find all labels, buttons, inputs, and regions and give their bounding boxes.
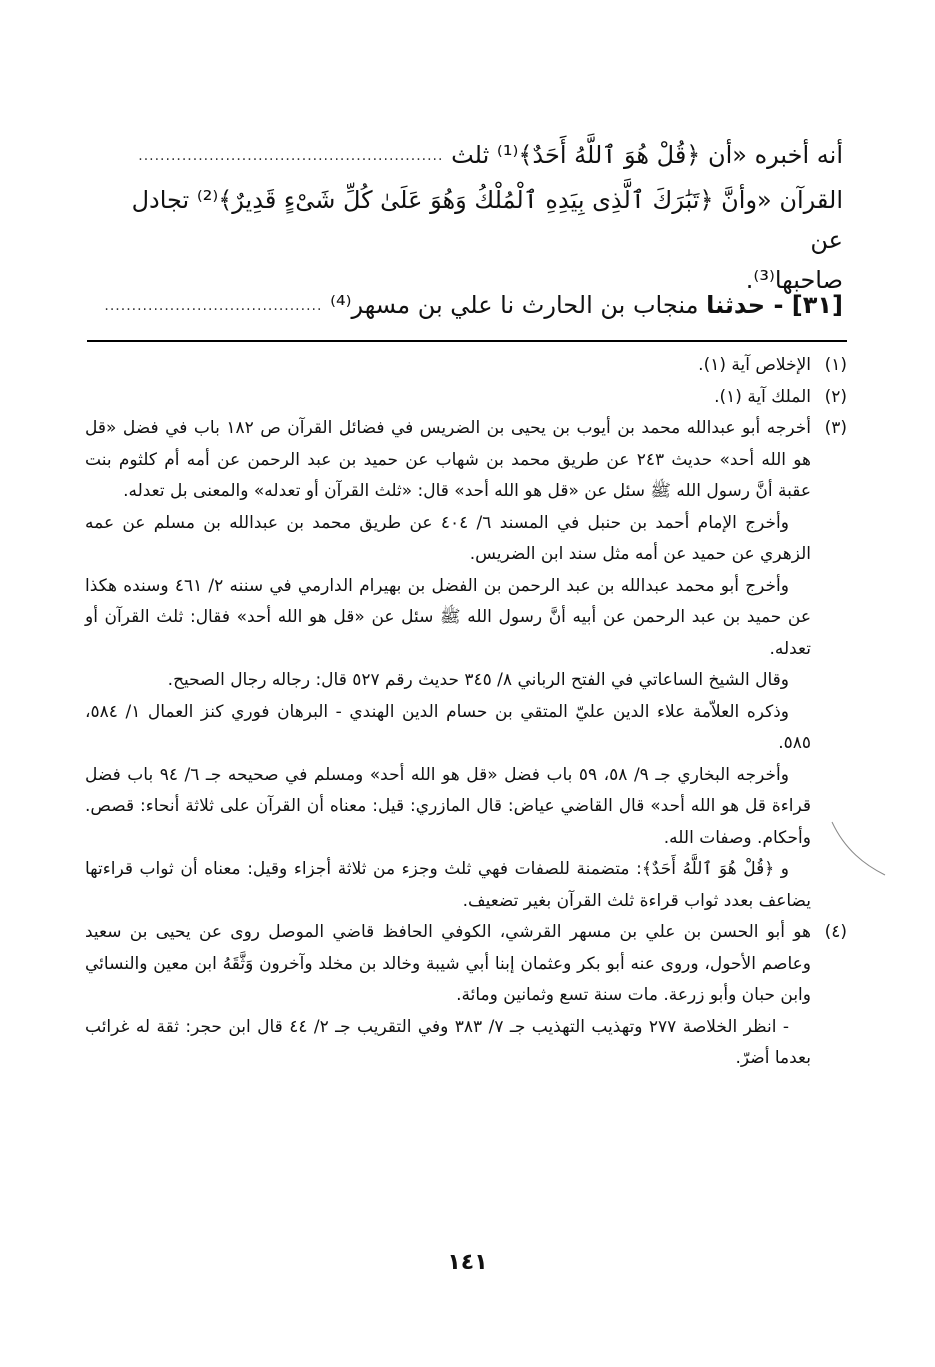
footnote-paragraph: أخرجه أبو عبدالله محمد بن أيوب بن يحيى بن الضريس في فضائل القرآن ص ١٨٢ باب في فضل «قل هو الله أحد» حديث ٢٤٣ عن طريق محمد بن شهاب عن حميد بن عبد الرحمن عن أمه أم كلثوم بنت عقبة أنَّ رسول الله ﷺ سئل عن «قل هو الله أحد» قال: «ثلث القرآن أو تعدله» والمعنى بل تعدله. [85, 418, 811, 501]
page-number: ١٤١ [447, 1250, 488, 1275]
footnote-marker: (٣) [824, 418, 847, 438]
footnote-paragraph: وأخرجه البخاري جـ ٩/ ٥٨، ٥٩ باب فضل «قل هو الله أحد» ومسلم في صحيحه جـ ٦/ ٩٤ باب فضل قراءة قل هو الله أحد» قال القاضي عياض: قال المازري: قيل: معناه أن القرآن على ثلاثة أنحاء: قصص. وأحكام. وصفات الله. [85, 764, 811, 848]
hadith-number: [٣١] - حدثنا [706, 291, 843, 319]
main-line-1-text: أنه أخبره «أن ﴿قُلْ هُوَ ٱللَّهُ أَحَدٌ﴾⁽¹⁾ ثلث [451, 141, 843, 169]
footnote-paragraph: وذكره العلاّمة علاء الدين عليّ المتقي بن حسام الدين الهندي - البرهان فوري كنز العمال ١/ ٥٨٤، ٥٨٥. [85, 701, 811, 753]
footnote-text: الملك آية (١). [714, 386, 811, 407]
dotted-leader: ........................................................ [138, 148, 444, 164]
main-text-line-2 [93, 180, 843, 300]
footnote-paragraph: وأخرج الإمام أحمد بن حنبل في المسند ٦/ ٤٠٤ عن طريق محمد بن عبدالله بن مسلم عن عمه الزهري عن حميد عن أمه مثل سند ابن الضريس. [85, 512, 811, 564]
footnote-paragraph: وأخرج أبو محمد عبدالله بن عبد الرحمن بن الفضل بن بهيرام الدارمي في سننه ٢/ ٤٦١ وسنده هكذا عن حميد بن عبد الرحمن عن أبيه أنَّ رسول الله ﷺ سئل عن «قل هو الله أحد» فقال: ثلث القرآن أو تعدله. [85, 575, 811, 659]
main-line-3-text: صاحبها⁽³⁾. [745, 266, 843, 294]
scan-artifact-stroke [830, 820, 890, 880]
footnote-4 [85, 917, 847, 1075]
main-line-2-text: القرآن «وأنَّ ﴿تَبَٰرَكَ ٱلَّذِى بِيَدِهِ ٱلْمُلْكُ وَهُوَ عَلَىٰ كُلِّ شَىْءٍ قَدِيرٌ﴾⁽²⁾ تجادل عن [131, 186, 843, 254]
footnote-paragraph: هو أبو الحسن بن علي بن مسهر القرشي، الكوفي الحافظ قاضي الموصل روى عن يحيى بن سعيد وعاصم الأحول، وروى عنه أبو بكر وعثمان إبنا أبي شيبة وخالد بن مخلد وآخرون وَثَّقَهُ ابن معين والنسائي وابن حبان وأبو زرعة. مات سنة تسع وثمانين ومائة. [85, 922, 811, 1005]
footnote-text: الإخلاص آية (١). [698, 355, 811, 375]
footnote-paragraph: - انظر الخلاصة ٢٧٧ وتهذيب التهذيب جـ ٧/ ٣٨٣ وفي التقريب جـ ٢/ ٤٤ قال ابن حجر: ثقة له غرائب بعدما أضرّ. [85, 1016, 811, 1068]
main-text-line-1 [93, 135, 843, 176]
footnote-separator [87, 340, 847, 342]
hadith-heading [93, 285, 843, 326]
dotted-leader: ........................................ [104, 298, 323, 314]
footnote-2 [85, 382, 847, 414]
footnote-paragraph: و ﴿قُلْ هُوَ ٱللَّهُ أَحَدٌ﴾: متضمنة للصفات فهي ثلث وجزء من ثلاثة أجزاء وقيل: معناه أن ثواب قراءتها يضاعف بعدد ثواب قراءة ثلث القرآن بغير تضعيف. [85, 859, 811, 911]
footnotes [85, 350, 847, 1075]
footnote-marker: (٢) [824, 386, 847, 407]
footnote-marker: (٤) [824, 922, 847, 942]
footnote-marker: (١) [824, 355, 847, 375]
footnote-1 [85, 350, 847, 382]
hadith-chain-text: منجاب بن الحارث نا علي بن مسهر⁽⁴⁾ [330, 291, 699, 319]
footnote-3 [85, 413, 847, 917]
footnote-paragraph: وقال الشيخ الساعاتي في الفتح الرباني ٨/ ٣٤٥ حديث رقم ٥٢٧ قال: رجاله رجال الصحيح. [167, 670, 789, 690]
